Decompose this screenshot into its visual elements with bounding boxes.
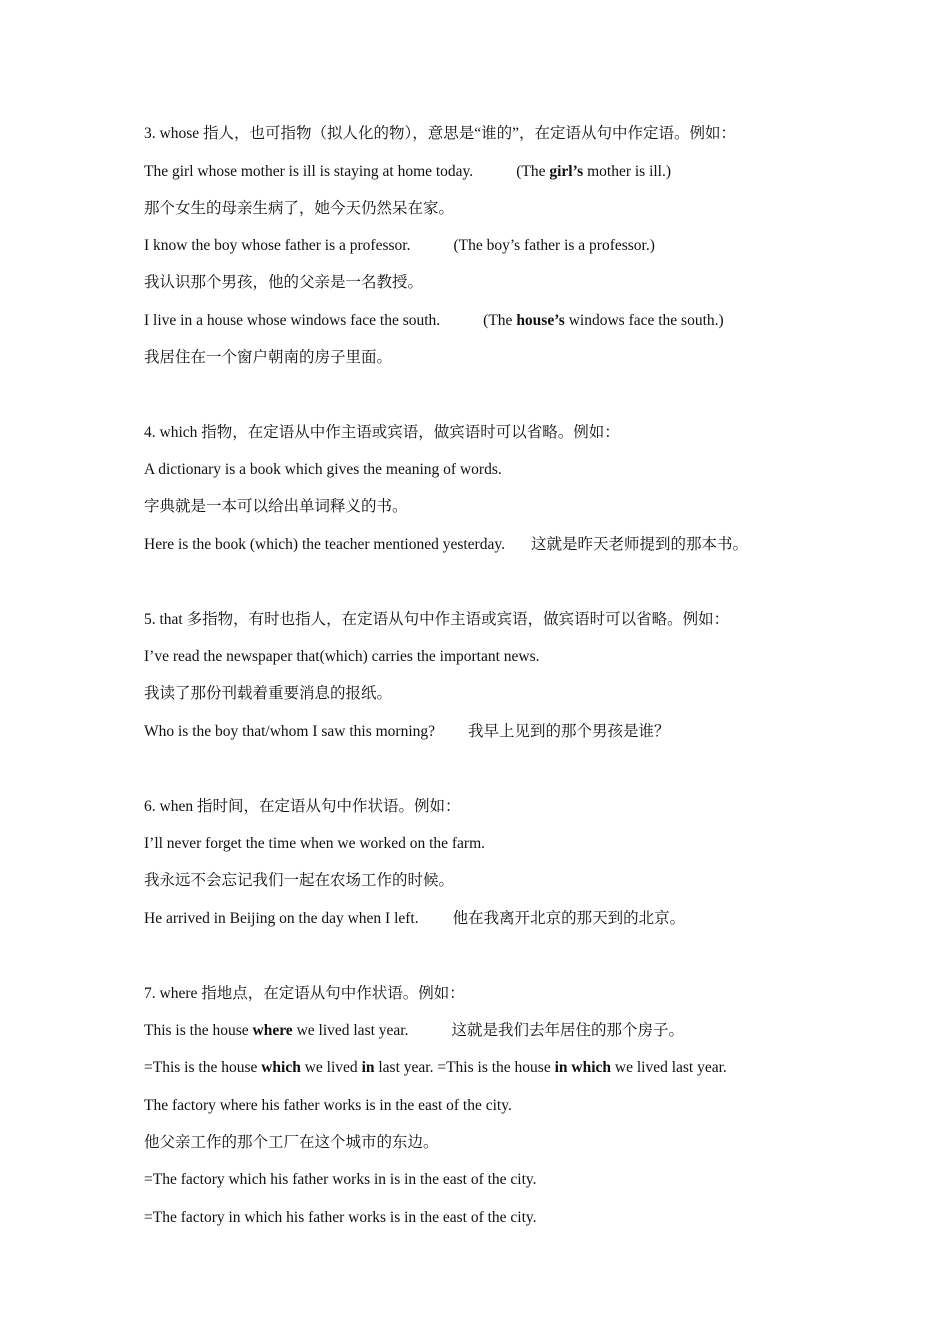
example-sentence: The factory where his father works is in the east of the city. (144, 1097, 512, 1114)
translation-text: 我永远不会忘记我们一起在农场工作的时候。 (144, 872, 455, 889)
example-text: I know the boy whose father is a professor. (144, 237, 411, 254)
emphasis-text: girl’s (549, 163, 584, 180)
example-text: we lived last year. (292, 1022, 409, 1039)
example-sentence (144, 1021, 684, 1041)
example-sentence (144, 162, 671, 182)
translation-text: 他父亲工作的那个工厂在这个城市的东边。 (144, 1134, 439, 1151)
translation-text: 我早上见到的那个男孩是谁？ (468, 723, 670, 740)
example-sentence: =The factory in which his father works is in the east of the city. (144, 1209, 537, 1226)
section-heading-when: 6. when 指时间，在定语从句中作状语。例如： (144, 798, 461, 815)
example-sentence: A dictionary is a book which gives the meaning of words. (144, 461, 502, 478)
emphasis-text: house’s (516, 312, 565, 329)
translation-text: 这就是昨天老师提到的那本书。 (530, 536, 748, 553)
example-text: =This is the house (144, 1059, 262, 1076)
paraphrase-text: windows face the south.) (564, 312, 724, 329)
section-heading-that: 5. that 多指物，有时也指人，在定语从句中作主语或宾语，做宾语时可以省略。例如： (144, 611, 730, 628)
example-sentence: =The factory which his father works in is in the east of the city. (144, 1171, 537, 1188)
translation-text: 我居住在一个窗户朝南的房子里面。 (144, 349, 393, 366)
paraphrase-text: (The (516, 163, 550, 180)
translation-text: 我读了那份刊载着重要消息的报纸。 (144, 685, 393, 702)
example-text: we lived last year. (611, 1059, 727, 1076)
example-sentence (144, 311, 724, 331)
section-heading-where: 7. where 指地点，在定语从句中作状语。例如： (144, 985, 465, 1002)
example-text: This is the house (144, 1022, 253, 1039)
example-text: last year. =This is the house (374, 1059, 555, 1076)
example-text: The girl whose mother is ill is staying at home today. (144, 163, 474, 180)
paraphrase-text: mother is ill.) (583, 163, 672, 180)
paraphrase-text: (The boy’s father is a professor.) (453, 237, 655, 254)
emphasis-text: in which (554, 1059, 612, 1076)
translation-text: 我认识那个男孩，他的父亲是一名教授。 (144, 274, 424, 291)
paraphrase-text: (The (483, 312, 517, 329)
example-sentence (144, 236, 655, 256)
example-sentence: I’ve read the newspaper that(which) carries the important news. (144, 648, 540, 665)
translation-text: 字典就是一本可以给出单词释义的书。 (144, 498, 408, 515)
section-heading-which: 4. which 指物，在定语从中作主语或宾语，做宾语时可以省略。例如： (144, 424, 620, 441)
example-sentence (144, 722, 670, 742)
translation-text: 那个女生的母亲生病了，她今天仍然呆在家。 (144, 200, 455, 217)
example-sentence (144, 1058, 727, 1078)
example-text: He arrived in Beijing on the day when I left. (144, 910, 419, 927)
example-text: Who is the boy that/whom I saw this morning? (144, 723, 436, 740)
translation-text: 这就是我们去年居住的那个房子。 (451, 1022, 684, 1039)
example-sentence: I’ll never forget the time when we worked on the farm. (144, 835, 486, 852)
translation-text: 他在我离开北京的那天到的北京。 (452, 910, 686, 927)
example-sentence (144, 909, 685, 929)
example-sentence (144, 535, 748, 555)
emphasis-text: where (252, 1022, 293, 1039)
section-heading-whose: 3. whose 指人，也可指物（拟人化的物），意思是“谁的”，在定语从句中作定语。例如： (144, 125, 736, 142)
emphasis-text: which (261, 1059, 301, 1076)
emphasis-text: in (361, 1059, 375, 1076)
example-text: we lived (300, 1059, 362, 1076)
example-text: I live in a house whose windows face the south. (144, 312, 441, 329)
example-text: Here is the book (which) the teacher mentioned yesterday. (144, 536, 505, 553)
